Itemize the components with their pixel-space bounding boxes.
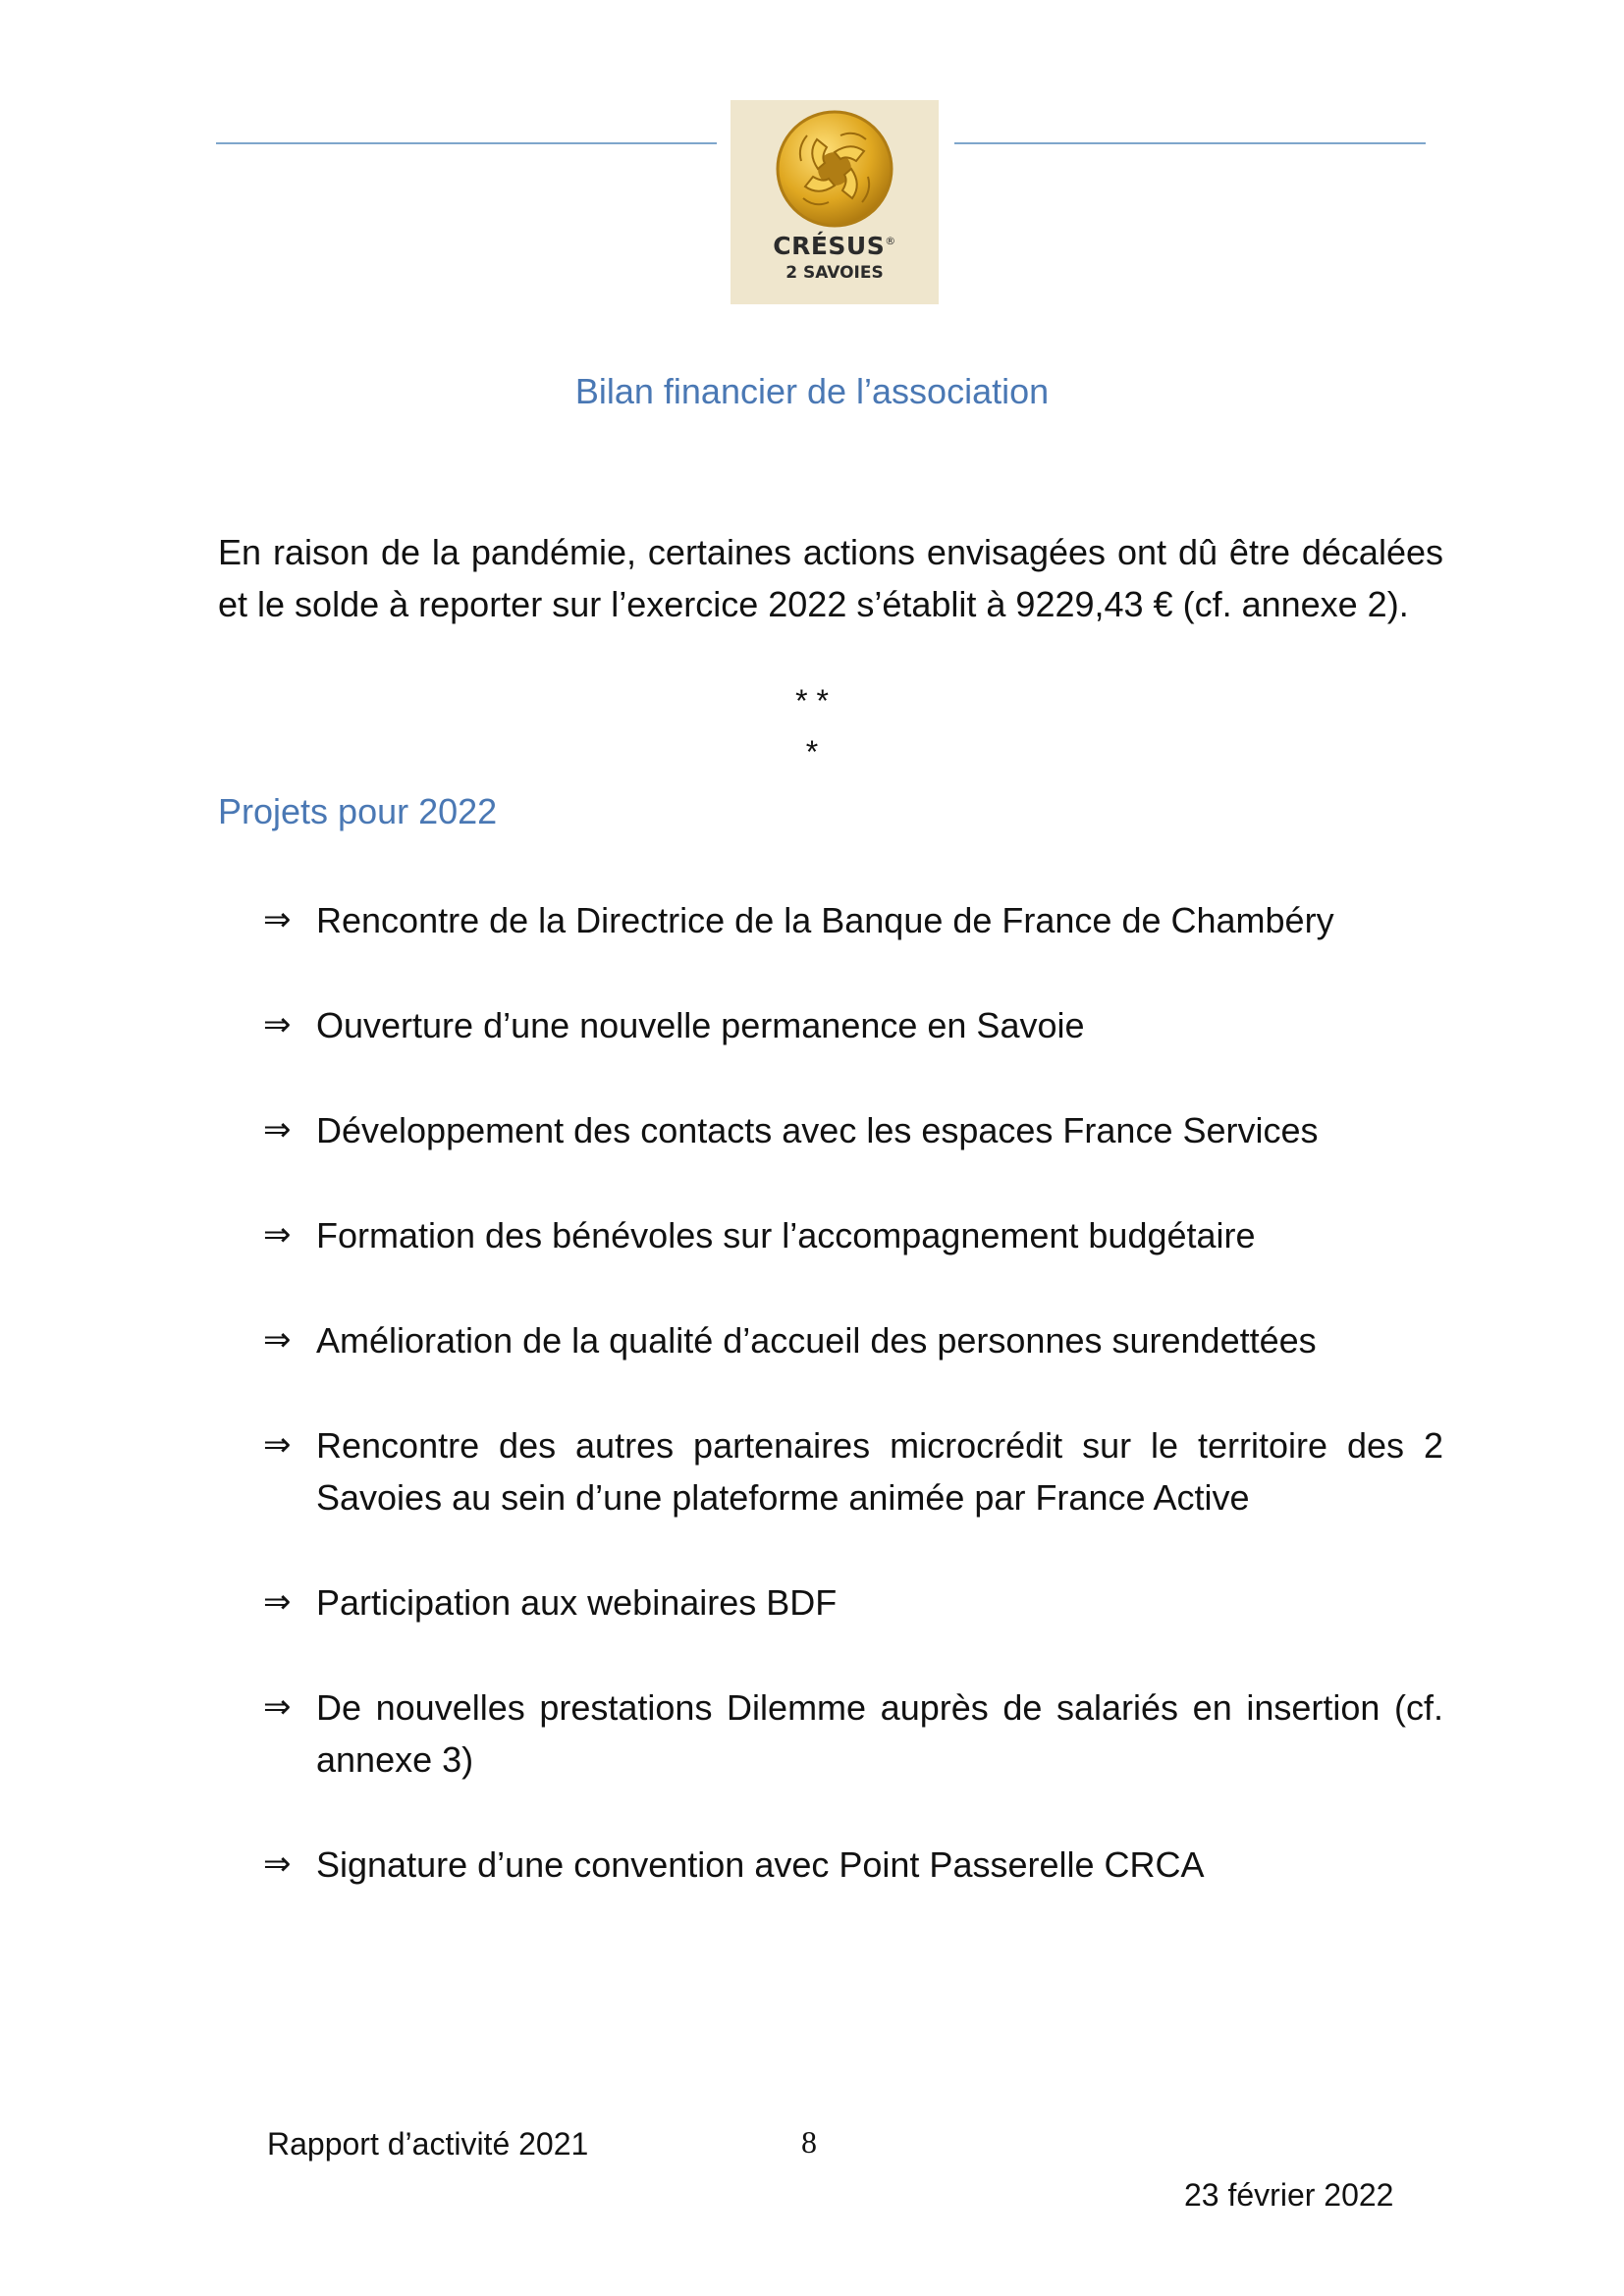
cresus-logo — [731, 100, 939, 304]
implies-arrow-icon: ⇒ — [263, 1425, 292, 1465]
header-rule-right — [954, 142, 1426, 144]
list-item-text: Ouverture d’une nouvelle permanence en Savoie — [316, 1005, 1085, 1045]
list-item-text: Participation aux webinaires BDF — [316, 1582, 838, 1623]
list-item-text: Rencontre des autres partenaires microcrédit sur le territoire des 2 Savoies au sein d’une plateforme animée par France Active — [316, 1425, 1443, 1518]
list-item — [263, 1576, 1443, 1629]
separator-stars-top: * * — [795, 683, 829, 719]
section-title-bilan: Bilan financier de l’association — [574, 371, 1050, 411]
list-item — [263, 1839, 1443, 1891]
list-item-text: Formation des bénévoles sur l’accompagnement budgétaire — [316, 1215, 1256, 1255]
list-item — [263, 1419, 1443, 1523]
footer-report-title: Rapport d’activité 2021 — [267, 2126, 589, 2162]
list-item-text: Signature d’une convention avec Point Passerelle CRCA — [316, 1844, 1205, 1885]
body-paragraph: En raison de la pandémie, certaines actions envisagées ont dû être décalées et le solde à reporter sur l’exercice 2022 s’établit à 9229,43 € (cf. annexe 2). — [218, 532, 1443, 624]
list-item — [263, 1682, 1443, 1786]
implies-arrow-icon: ⇒ — [263, 1582, 292, 1622]
list-item-text: De nouvelles prestations Dilemme auprès de salariés en insertion (cf. annexe 3) — [316, 1687, 1443, 1780]
implies-arrow-icon: ⇒ — [263, 1005, 292, 1044]
hands-circle-icon — [772, 106, 897, 232]
list-item-text: Rencontre de la Directrice de la Banque de France de Chambéry — [316, 900, 1334, 940]
footer-date: 23 février 2022 — [1184, 2177, 1394, 2213]
section-heading-projets: Projets pour 2022 — [218, 791, 498, 831]
list-item — [263, 1314, 1443, 1366]
implies-arrow-icon: ⇒ — [263, 1215, 292, 1255]
logo-brand-subtitle: 2 SAVOIES — [785, 263, 884, 283]
separator-stars-bottom: * — [805, 734, 819, 770]
implies-arrow-icon: ⇒ — [263, 1687, 292, 1727]
implies-arrow-icon: ⇒ — [263, 1844, 292, 1884]
footer-page-number: 8 — [801, 2124, 817, 2160]
list-item-text: Amélioration de la qualité d’accueil des personnes surendettées — [316, 1320, 1317, 1361]
list-item — [263, 1209, 1443, 1261]
implies-arrow-icon: ⇒ — [263, 1320, 292, 1360]
list-item — [263, 894, 1443, 946]
implies-arrow-icon: ⇒ — [263, 900, 292, 939]
list-item — [263, 1104, 1443, 1156]
list-item — [263, 999, 1443, 1051]
header-rule-left — [216, 142, 717, 144]
logo-brand-name: CRÉSUS® — [773, 232, 896, 260]
implies-arrow-icon: ⇒ — [263, 1110, 292, 1149]
list-item-text: Développement des contacts avec les espaces France Services — [316, 1110, 1319, 1150]
